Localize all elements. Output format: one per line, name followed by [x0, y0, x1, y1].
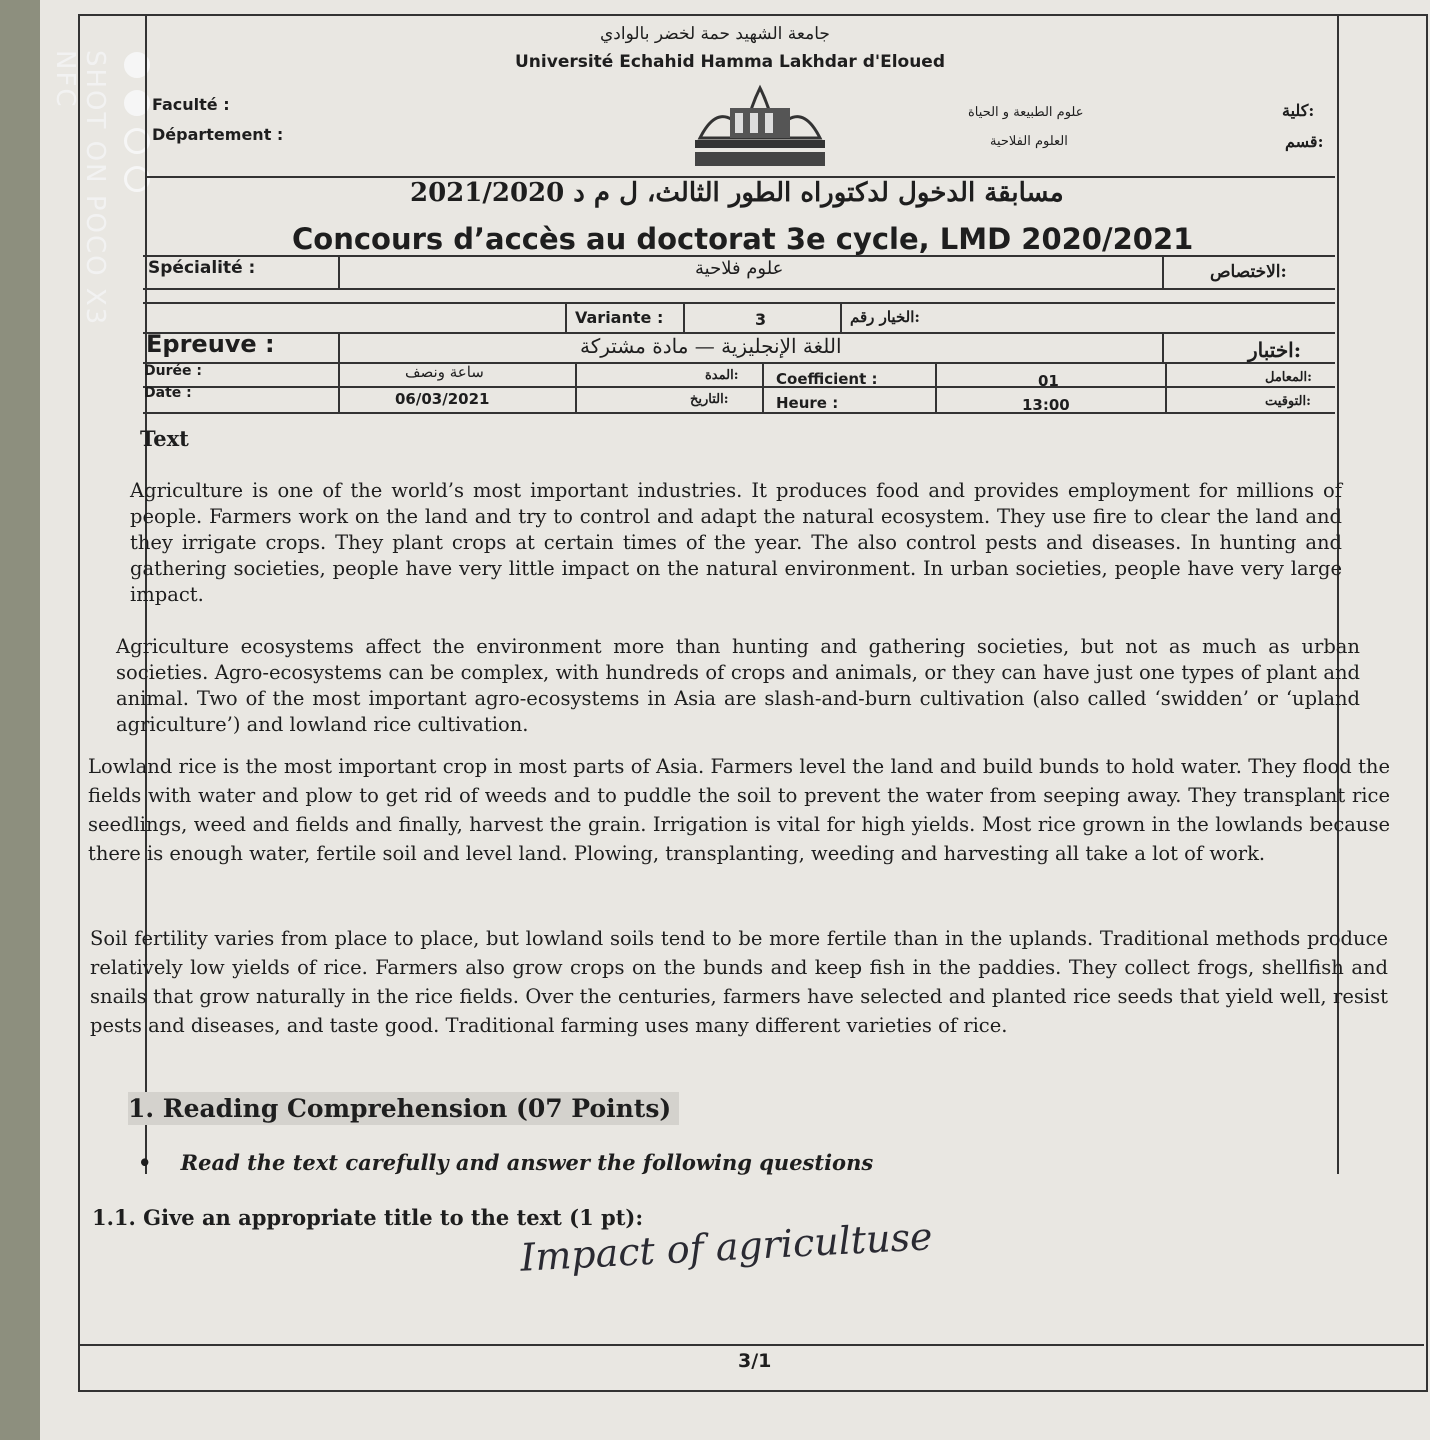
duree-value: ساعة ونصف — [405, 363, 484, 381]
variante-label: Variante : — [575, 308, 664, 327]
faculty-label: Faculté : — [152, 95, 230, 114]
coefficient-value: 01 — [1038, 372, 1059, 390]
university-name-fr: Université Echahid Hamma Lakhdar d'Eloued — [515, 52, 945, 72]
page-number: 3/1 — [738, 1350, 772, 1372]
heure-label-ar: التوقيت: — [1265, 394, 1311, 409]
variante-label-ar: الخيار رقم: — [850, 308, 920, 326]
handwritten-answer: Impact of agricultuse — [519, 1214, 934, 1280]
department-label: Département : — [152, 125, 284, 144]
department-value-ar: العلوم الفلاحية — [990, 134, 1068, 149]
text-heading: Text — [140, 426, 189, 451]
epreuve-label: Epreuve : — [146, 330, 275, 358]
title-arabic: مسابقة الدخول لدكتوراه الطور الثالث، ل م د 2021/2020 — [410, 178, 1064, 208]
paragraph-2: Agriculture ecosystems affect the environment more than hunting and gathering societies, but not as much as urban societies. Agro-ecosystems can be complex, with hundreds of crops and animals, or they can have just one types of plant and animal. Two of the most important agro-ecosystems in Asia are slash-and-burn cultivation (also called ‘swidden’ or ‘upland agriculture’) and lowland rice cultivation. — [116, 635, 1360, 736]
specialite-label: Spécialité : — [148, 258, 256, 278]
paragraph-3: Lowland rice is the most important crop in most parts of Asia. Farmers level the land and build bunds to hold water. They flood the fields with water and plow to get rid of weeds and to puddle the soil to prevent the water from seeping away. They transplant rice seedlings, weed and fields and finally, harvest the grain. Irrigation is vital for high yields. Most rice grown in the lowlands because there is enough water, fertile soil and level land. Plowing, transplanting, weeding and harvesting all take a lot of work. — [88, 755, 1390, 865]
paragraph-1: Agriculture is one of the world’s most important industries. It produces food and provides employment for millions of people. Farmers work on the land and try to control and adapt the natural ecosystem. They use fire to clear the land and they irrigate crops. They plant crops at certain times of the year. The also control pests and diseases. In hunting and gathering societies, people have very little impact on the natural environment. In urban societies, people have very large impact. — [130, 479, 1342, 606]
duree-label: Durée : — [144, 363, 202, 379]
duree-label-ar: المدة: — [705, 368, 739, 383]
date-label-ar: التاريخ: — [690, 392, 729, 407]
paragraph-4: Soil fertility varies from place to place, but lowland soils tend to be more fertile than in the uplands. Traditional methods produce relatively low yields of rice. Farmers also grow crops on the bunds and keep fish in the paddies. They collect frogs, shellfish and snails that grow naturally in the rice fields. Over the centuries, farmers have selected and planted rice seeds that yield well, resist pests and diseases, and taste good. Traditional farming uses many different varieties of rice. — [90, 927, 1388, 1037]
date-label: Date : — [144, 385, 192, 401]
instruction: • Read the text carefully and answer the following questions — [138, 1150, 874, 1175]
heure-value: 13:00 — [1022, 396, 1070, 414]
section-heading: 1. Reading Comprehension (07 Points) — [128, 1092, 679, 1125]
title-french: Concours d’accès au doctorat 3e cycle, LMD 2020/2021 — [292, 222, 1194, 256]
coefficient-label-ar: المعامل: — [1265, 370, 1312, 385]
specialite-label-ar: الاختصاص: — [1210, 262, 1287, 282]
question-1-1: 1.1. Give an appropriate title to the text (1 pt): — [92, 1205, 644, 1230]
epreuve-value: اللغة الإنجليزية — مادة مشتركة — [580, 334, 842, 358]
coefficient-label: Coefficient : — [776, 370, 878, 388]
epreuve-label-ar: اختبار: — [1248, 338, 1302, 362]
variante-value: 3 — [755, 310, 767, 329]
footer-divider — [78, 1344, 1424, 1346]
faculty-value-ar: علوم الطبيعة و الحياة — [968, 105, 1084, 120]
faculty-label-ar: كلية: — [1282, 101, 1315, 120]
specialite-value: علوم فلاحية — [695, 258, 784, 279]
date-value: 06/03/2021 — [395, 390, 490, 408]
camera-watermark: SHOT ON POCO X3 NFC — [50, 50, 110, 327]
university-logo — [690, 78, 830, 173]
university-name-ar: جامعة الشهيد حمة لخضر بالوادي — [600, 24, 830, 44]
heure-label: Heure : — [776, 394, 839, 412]
department-label-ar: قسم: — [1285, 132, 1324, 151]
